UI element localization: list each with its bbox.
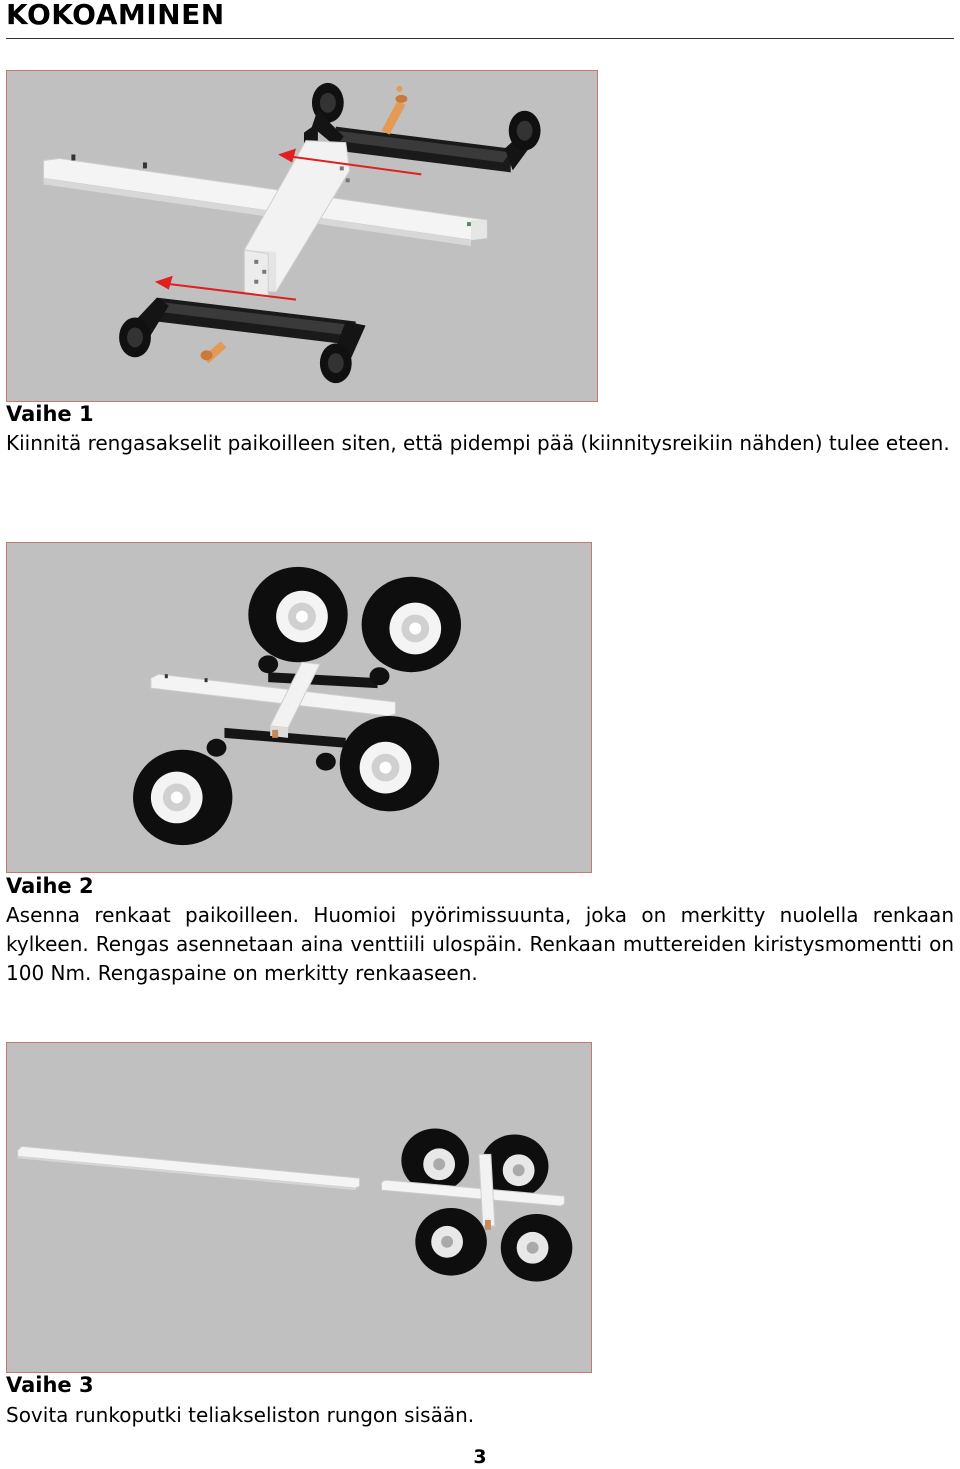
step-3-illustration (6, 1042, 592, 1373)
step-2-text: Asenna renkaat paikoilleen. Huomioi pyörimissuunta, joka on merkitty nuolella renkaan kylkeen. Rengas asennetaan aina venttiili ulospäin. Renkaan muttereiden kiristysmomentti on 100 Nm. Rengaspaine on merkitty renkaaseen. (6, 903, 954, 985)
wheel-front-right (501, 1214, 573, 1282)
page-number: 3 (473, 1446, 487, 1468)
title-divider (6, 38, 954, 39)
wheel-rear-right (362, 577, 461, 672)
wheel-front-left (133, 750, 232, 845)
step-2-drawing (7, 543, 591, 872)
wheel-front-left (415, 1208, 487, 1276)
lower-wheel-axle (119, 298, 366, 383)
white-frame (44, 141, 487, 298)
step-1-drawing (7, 71, 597, 401)
step-3-text: Sovita runkoputki teliakseliston rungon sisään. (6, 1403, 475, 1427)
step-3-drawing (7, 1043, 591, 1372)
wheel-front-right (340, 716, 439, 811)
wheel-rear-left (248, 567, 347, 662)
upper-bolt (382, 86, 408, 135)
step-2-illustration (6, 542, 592, 873)
lower-bolt (201, 341, 227, 363)
step-3-heading: Vaihe 3 (6, 1373, 94, 1397)
step-1-text: Kiinnitä rengasakselit paikoilleen siten, että pidempi pää (kiinnitysreikiin nähden) tulee eteen. (6, 431, 950, 455)
frame-tube (18, 1146, 360, 1190)
step-2-heading: Vaihe 2 (6, 874, 94, 898)
page-title: KOKOAMINEN (6, 0, 225, 31)
step-1-illustration (6, 70, 598, 402)
step-1-heading: Vaihe 1 (6, 402, 94, 426)
